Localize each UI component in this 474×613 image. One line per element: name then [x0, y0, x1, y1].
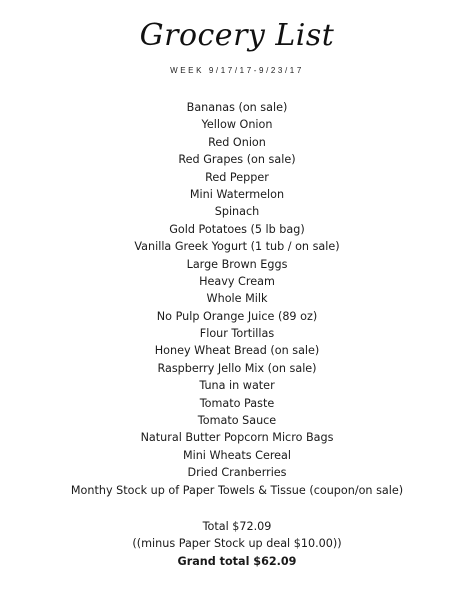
- list-item: Spinach: [214, 205, 260, 219]
- list-item: Large Brown Eggs: [186, 257, 288, 271]
- grand-total: Grand total $62.09: [177, 554, 297, 568]
- list-item: Tomato Sauce: [197, 414, 277, 428]
- list-item: Mini Watermelon: [189, 187, 285, 201]
- totals-section: [0, 518, 474, 570]
- page-title: Grocery List: [139, 18, 335, 53]
- list-item: Monthy Stock up of Paper Towels & Tissue (coupon/on sale): [70, 483, 404, 497]
- list-item: Gold Potatoes (5 lb bag): [169, 222, 305, 236]
- list-item: Natural Butter Popcorn Micro Bags: [140, 431, 334, 445]
- list-item: No Pulp Orange Juice (89 oz): [156, 309, 318, 323]
- list-item: Heavy Cream: [199, 274, 275, 288]
- list-item: Bananas (on sale): [186, 101, 288, 114]
- list-item: Yellow Onion: [201, 118, 273, 132]
- discount-amount: ((minus Paper Stock up deal $10.00)): [132, 537, 342, 551]
- list-item: Raspberry Jello Mix (on sale): [157, 361, 317, 375]
- list-item: Red Grapes (on sale): [178, 153, 296, 167]
- list-item: Honey Wheat Bread (on sale): [154, 344, 320, 358]
- total-amount: Total $72.09: [202, 520, 272, 533]
- list-item: Tomato Paste: [199, 396, 275, 410]
- list-item: Red Pepper: [205, 170, 269, 184]
- list-item: Vanilla Greek Yogurt (1 tub / on sale): [134, 240, 340, 254]
- week-range: WEEK 9/17/17-9/23/17: [170, 66, 304, 75]
- list-item: Red Onion: [208, 135, 266, 149]
- list-item: Dried Cranberries: [187, 466, 287, 480]
- list-item: Flour Tortillas: [199, 327, 275, 341]
- list-item: Whole Milk: [206, 292, 268, 306]
- list-item: Tuna in water: [199, 379, 275, 393]
- list-item: Mini Wheats Cereal: [182, 448, 292, 462]
- grocery-items-list: [0, 99, 474, 499]
